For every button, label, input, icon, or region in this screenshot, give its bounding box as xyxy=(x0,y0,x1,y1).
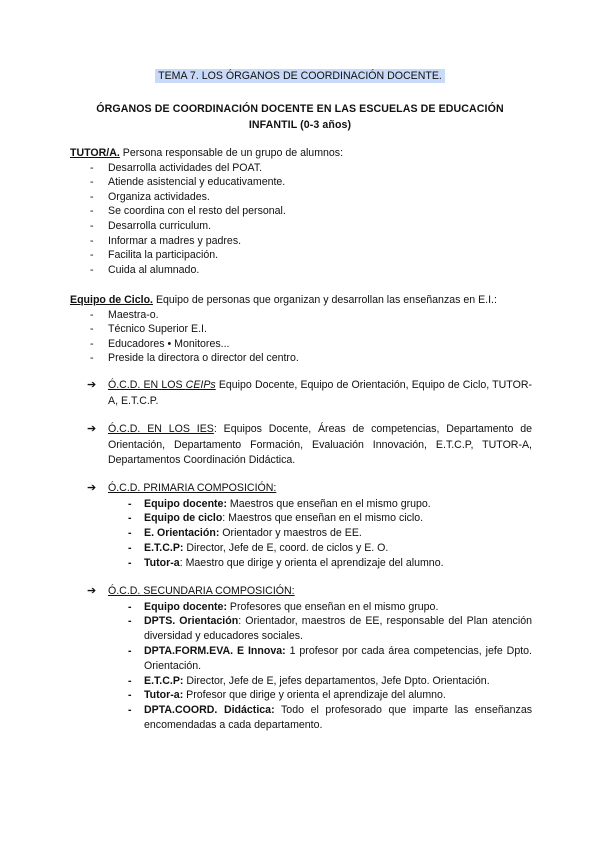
item-term: Tutor-a xyxy=(144,556,180,569)
item-term: E.T.C.P: xyxy=(144,674,184,687)
item-term: Equipo docente: xyxy=(144,497,227,510)
primaria-block xyxy=(87,481,532,571)
primaria-label: Ó.C.D. PRIMARIA COMPOSICIÓN: xyxy=(108,482,277,494)
tutor-label: TUTOR/A. xyxy=(70,147,120,159)
item-term: DPTS. Orientación xyxy=(144,615,239,628)
ies-rest: : Equipos Docente, Áreas de competencias, Departamento de Orientación, Departamento Formación, Evaluación Innovación, E.T.C.P, TUTOR-A, Departamentos Coordinación Didáctica. xyxy=(108,423,532,467)
item-term: Equipo docente: xyxy=(144,600,227,613)
list-item xyxy=(108,688,532,703)
item-text: Director, Jefe de E, coord. de ciclos y E. O. xyxy=(183,541,389,554)
ceips-block xyxy=(87,378,532,409)
list-item xyxy=(108,614,532,644)
item-text: : Maestro que dirige y orienta el aprendizaje del alumno. xyxy=(179,556,444,569)
tutor-heading xyxy=(70,146,532,161)
arrow-icon: ➔ xyxy=(87,379,97,391)
list-item: - Técnico Superior E.I. xyxy=(70,322,532,337)
item-text: 1 profesor por cada área competencias, jefe Dpto. Orientación. xyxy=(144,644,533,672)
primaria-list xyxy=(108,497,532,571)
ies-label: Ó.C.D. EN LOS IES xyxy=(108,423,214,435)
ceips-rest: Equipo Docente, Equipo de Orientación, Equipo de Ciclo, TUTOR-A, E.T.C.P. xyxy=(108,379,532,407)
list-item: - Facilita la participación. xyxy=(70,248,532,263)
item-term: E.T.C.P: xyxy=(144,541,184,554)
tutor-description: Persona responsable de un grupo de alumnos: xyxy=(119,147,344,159)
ceips-label: Ó.C.D. EN LOS xyxy=(108,379,186,391)
list-item xyxy=(108,511,532,526)
item-text: Todo el profesorado que imparte las enseñanzas encomendadas a cada departamento. xyxy=(144,704,533,731)
list-item: - Educadores • Monitores... xyxy=(70,337,532,352)
tutor-section xyxy=(70,146,532,277)
item-text: : Maestros que enseñan en el mismo ciclo. xyxy=(222,512,424,525)
item-term: DPTA.FORM.EVA. E Innova: xyxy=(144,644,286,657)
list-item: - Informar a madres y padres. xyxy=(70,234,532,249)
main-heading-line2: INFANTIL (0-3 años) xyxy=(248,119,352,131)
item-text: Profesor que dirige y orienta el aprendizaje del alumno. xyxy=(183,689,446,702)
item-text: Profesores que enseñan en el mismo grupo. xyxy=(226,600,439,613)
list-item: - Se coordina con el resto del personal. xyxy=(70,204,532,219)
secundaria-block xyxy=(87,584,532,733)
ies-text xyxy=(108,422,532,469)
main-heading-line1: ÓRGANOS DE COORDINACIÓN DOCENTE EN LAS ESCUELAS DE EDUCACIÓN xyxy=(96,103,504,115)
tutor-list xyxy=(70,161,532,278)
list-item xyxy=(108,644,532,674)
equipo-label: Equipo de Ciclo. xyxy=(70,294,153,306)
list-item: - Desarrolla actividades del POAT. xyxy=(70,161,532,176)
list-item xyxy=(108,541,532,556)
list-item: - Preside la directora o director del centro. xyxy=(70,351,532,366)
item-term: E. Orientación: xyxy=(144,527,220,540)
ceips-text xyxy=(108,378,532,409)
list-item: - Cuida al alumnado. xyxy=(70,263,532,278)
item-text: Maestros que enseñan en el mismo grupo. xyxy=(226,497,431,510)
secundaria-list xyxy=(108,600,532,733)
arrow-icon: ➔ xyxy=(87,585,97,597)
item-term: DPTA.COORD. Didáctica: xyxy=(144,704,275,717)
list-item xyxy=(108,497,532,512)
topic-title-text: TEMA 7. LOS ÓRGANOS DE COORDINACIÓN DOCENTE. xyxy=(155,69,445,83)
equipo-description: Equipo de personas que organizan y desarrollan las enseñanzas en E.I.: xyxy=(153,294,497,306)
list-item: - Atiende asistencial y educativamente. xyxy=(70,175,532,190)
equipo-section xyxy=(70,293,532,366)
equipo-heading xyxy=(70,293,532,308)
list-item xyxy=(108,703,532,733)
topic-title xyxy=(0,70,600,82)
list-item xyxy=(108,526,532,541)
list-item: - Maestra-o. xyxy=(70,308,532,323)
secundaria-label: Ó.C.D. SECUNDARIA COMPOSICIÓN: xyxy=(108,585,295,597)
list-item: - Desarrolla curriculum. xyxy=(70,219,532,234)
secundaria-heading xyxy=(108,584,532,600)
item-term: Equipo de ciclo xyxy=(144,512,223,525)
item-text: : Orientador, maestros de EE, responsable del Plan atención diversidad y educadores sociales. xyxy=(144,615,532,643)
list-item xyxy=(108,674,532,689)
list-item: - Organiza actividades. xyxy=(70,190,532,205)
item-text: Orientador y maestros de EE. xyxy=(219,527,362,540)
list-item xyxy=(108,556,532,571)
list-item xyxy=(108,600,532,615)
main-heading xyxy=(70,101,530,133)
ies-block xyxy=(87,422,532,469)
equipo-list xyxy=(70,308,532,366)
primaria-heading xyxy=(108,481,532,497)
arrow-icon: ➔ xyxy=(87,482,97,494)
arrow-icon: ➔ xyxy=(87,423,97,435)
item-text: Director, Jefe de E, jefes departamentos, Jefe Dpto. Orientación. xyxy=(183,674,490,687)
item-term: Tutor-a: xyxy=(144,689,184,702)
ceips-label-italic: CEIPs xyxy=(185,379,216,391)
